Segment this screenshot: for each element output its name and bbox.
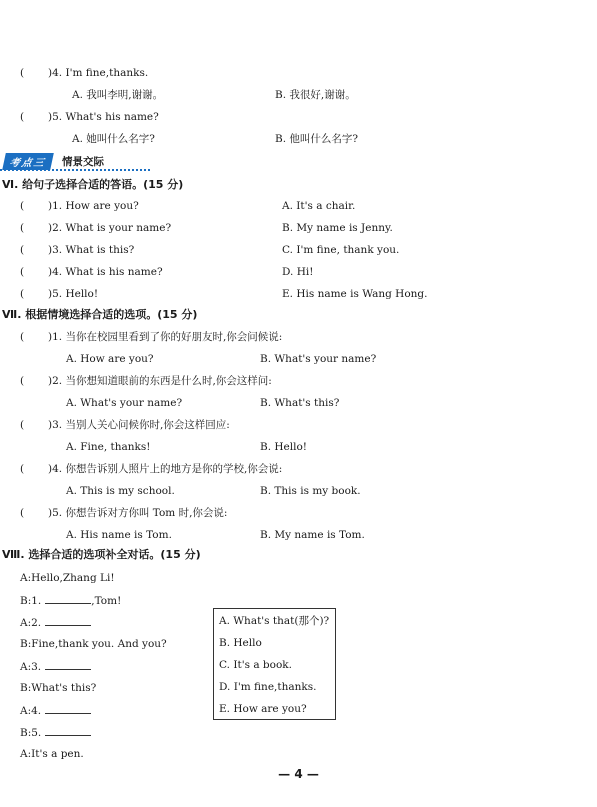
question-row [20, 287, 98, 301]
answer-option: D. Hi! [282, 266, 314, 278]
dialogue-line [20, 659, 91, 674]
question-text: )3. What is this? [48, 244, 135, 256]
question-row [20, 243, 134, 257]
question-row [20, 462, 282, 476]
question-row [20, 418, 230, 432]
answer-blank[interactable] [45, 725, 91, 736]
option-b: B. 我很好,谢谢。 [275, 89, 356, 101]
answer-blank[interactable] [45, 659, 91, 670]
options-box [213, 608, 336, 720]
option-a: A. 她叫什么名字? [72, 133, 155, 145]
option-item: A. What's that(那个)? [219, 615, 330, 627]
dialogue-line [20, 681, 96, 695]
answer-blank[interactable] [45, 593, 91, 604]
option-item: D. I'm fine,thanks. [219, 681, 317, 693]
dialogue-text: A:3. [20, 661, 42, 673]
dialogue-line [20, 593, 121, 608]
banner-underline [0, 169, 150, 171]
question-text: )1. 当你在校园里看到了你的好朋友时,你会问候说: [48, 331, 283, 343]
answer-paren[interactable]: ( [20, 222, 25, 234]
dialogue-line [20, 637, 167, 651]
answer-paren[interactable]: ( [20, 266, 25, 278]
question-text: )5. Hello! [48, 288, 99, 300]
question-text: )4. 你想告诉别人照片上的地方是你的学校,你会说: [48, 463, 283, 475]
dialogue-line [20, 703, 91, 718]
dialogue-line [20, 725, 91, 740]
answer-paren[interactable]: ( [20, 288, 25, 300]
answer-paren[interactable]: ( [20, 111, 25, 123]
dialogue-text-after: ,Tom! [91, 595, 122, 607]
section-8-title: Ⅷ. 选择合适的选项补全对话。(15 分) [2, 548, 201, 561]
question-4 [20, 66, 148, 80]
option-b: B. 他叫什么名字? [275, 133, 359, 145]
dialogue-text: B:5. [20, 727, 42, 739]
option-a: A. What's your name? [66, 397, 183, 409]
answer-paren[interactable]: ( [20, 507, 25, 519]
answer-paren[interactable]: ( [20, 244, 25, 256]
option-item: B. Hello [219, 637, 262, 649]
question-text: )1. How are you? [48, 200, 139, 212]
option-a: A. This is my school. [66, 485, 175, 497]
option-b: B. My name is Tom. [260, 529, 365, 541]
question-row [20, 221, 171, 235]
banner-tag: 考点三 [2, 153, 54, 170]
answer-option: E. His name is Wang Hong. [282, 288, 428, 300]
answer-blank[interactable] [45, 703, 91, 714]
question-row [20, 199, 139, 213]
answer-option: C. I'm fine, thank you. [282, 244, 400, 256]
question-row [20, 506, 227, 520]
answer-paren[interactable]: ( [20, 375, 25, 387]
answer-blank[interactable] [45, 615, 91, 626]
section-6-title: Ⅵ. 给句子选择合适的答语。(15 分) [2, 178, 184, 191]
option-a: A. Fine, thanks! [66, 441, 151, 453]
question-text: )4. I'm fine,thanks. [48, 67, 149, 79]
question-row [20, 330, 282, 344]
dialogue-line [20, 615, 91, 630]
option-a: A. 我叫李明,谢谢。 [72, 89, 164, 101]
section-banner [0, 152, 150, 170]
dialogue-text: B:What's this? [20, 682, 97, 694]
dialogue-text: A:2. [20, 617, 42, 629]
question-text: )5. 你想告诉对方你叫 Tom 时,你会说: [48, 507, 228, 519]
question-text: )2. 当你想知道眼前的东西是什么时,你会这样问: [48, 375, 272, 387]
question-text: )5. What's his name? [48, 111, 159, 123]
answer-paren[interactable]: ( [20, 67, 25, 79]
answer-paren[interactable]: ( [20, 331, 25, 343]
option-b: B. What's your name? [260, 353, 377, 365]
option-a: A. His name is Tom. [66, 529, 172, 541]
section-7-title: Ⅶ. 根据情境选择合适的选项。(15 分) [2, 308, 198, 321]
dialogue-line [20, 571, 115, 585]
answer-paren[interactable]: ( [20, 463, 25, 475]
question-text: )4. What is his name? [48, 266, 163, 278]
question-text: )2. What is your name? [48, 222, 172, 234]
option-b: B. This is my book. [260, 485, 361, 497]
answer-paren[interactable]: ( [20, 419, 25, 431]
dialogue-text: B:1. [20, 595, 42, 607]
question-5 [20, 110, 159, 124]
option-item: E. How are you? [219, 703, 307, 715]
answer-option: B. My name is Jenny. [282, 222, 393, 234]
dialogue-text: A:4. [20, 705, 42, 717]
answer-paren[interactable]: ( [20, 200, 25, 212]
question-row [20, 265, 163, 279]
dialogue-text: A:Hello,Zhang Li! [20, 572, 115, 584]
dialogue-line [20, 747, 84, 761]
option-a: A. How are you? [66, 353, 154, 365]
option-item: C. It's a book. [219, 659, 292, 671]
dialogue-text: A:It's a pen. [20, 748, 84, 760]
page-number: — 4 — [278, 767, 319, 781]
question-text: )3. 当别人关心问候你时,你会这样回应: [48, 419, 230, 431]
question-row [20, 374, 272, 388]
option-b: B. What's this? [260, 397, 340, 409]
banner-label: 情景交际 [62, 155, 104, 168]
answer-option: A. It's a chair. [282, 200, 356, 212]
dialogue-text: B:Fine,thank you. And you? [20, 638, 167, 650]
option-b: B. Hello! [260, 441, 308, 453]
